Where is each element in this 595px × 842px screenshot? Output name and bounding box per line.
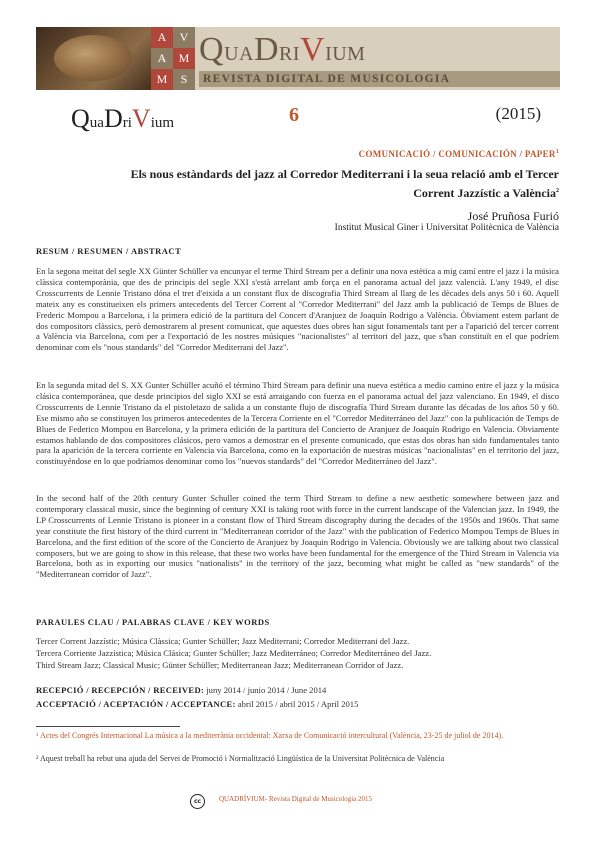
journal-header — [71, 104, 541, 134]
grid-letter: A — [151, 27, 173, 48]
abstract-spanish: En la segunda mitad del S. XX Gunter Schüller acuñó el término Third Stream para definir una nueva estética a medio camino entre el jazz y la música clásica contemporánea, que desde principios del siglo XXI se está arraigando con fuerza en el panorama actual del jazz valenciano. En 1949, el disco Crosscurrents de Lennie Tristano da el pistoletazo de salida a un constante flujo de discografía Third Stream durante las décadas de los años 50 y 60. Ese mismo año se constituyen los primeros antecedentes de la Tercera Corriente en el "Corredor Mediterráneo del Jazz" con la publicación de Temps de Blues de Federico Mompou en Barcelona, y la primera edición de la partitura del Concierto de Aranjuez de Joaquín Rodrigo en Valencia. Obviamente estamos hablando de dos compositores clásicos, pero vamos a demostrar en el presente comunicado, que estas dos obras han sido fundamentales tanto para la aparición de la tercera corriente en Valencia vía Barcelona, como en la exportación de nuestras músicas "nacionalistas" en el territorio del jazz, constituyéndose en lo que podríamos denominar como los "nuevos standards" del "Corredor Mediterráneo del Jazz". — [36, 380, 559, 467]
banner-subtitle: REVISTA DIGITAL DE MUSICOLOGIA — [199, 71, 560, 87]
title-line-1: Els nous estàndards del jazz al Corredor Mediterrani i la seua relació amb el Tercer — [130, 167, 559, 181]
keywords-heading: PARAULES CLAU / PALABRAS CLAVE / KEY WORDS — [36, 617, 270, 627]
author-name: José Pruñosa Furió — [467, 209, 559, 223]
abstract-english: In the second half of the 20th century Gunter Schuller coined the term Third Stream to define a new aesthetic somewhere between jazz and contemporary classical music, since the beginning of century XXI is taking root with force in the current landscape of the Valencian jazz. In 1949, the LP Crosscurrents of Lennie Tristano is pioneer in a constant flow of Third Stream discography during the decades of the 1950s and 1960s. That same year constitute the first history of the third current in "Mediterranean corridor of the Jazz" with the publication of Federico Mompou Temps de Blues in Barcelona, and the first edition of the score of the Concierto de Aranjuez by Joaquin Rodrigo in Valencia. Obviously we are talking about two classical composers, but we are going to show in this release, that these two works have been fundamental for the emergence of the Third Stream in Valencia via Barcelona, both as in exporting our musics "nationalists" in the territory of the jazz, becoming what might be called as "new standards" of the "Mediterranean corridor of Jazz". — [36, 493, 559, 580]
grid-letter: S — [173, 69, 195, 90]
journal-name: QuaDriVium — [71, 104, 175, 133]
accepted-date: ACCEPTACIÓ / ACEPTACIÓN / ACCEPTANCE: abril 2015 / abril 2015 / April 2015 — [36, 699, 359, 709]
article-title — [36, 166, 559, 202]
banner-title — [199, 33, 559, 85]
banner-logo: QUADRIVIUM — [199, 31, 366, 68]
abstract-heading: RESUM / RESUMEN / ABSTRACT — [36, 246, 182, 256]
journal-banner — [36, 27, 560, 90]
footnote-2: ² Aquest treball ha rebut una ajuda del Servei de Promoció i Normalització Lingüística de la Universitat Politècnica de València — [36, 754, 445, 763]
avamms-grid — [151, 27, 195, 90]
grid-letter: V — [173, 27, 195, 48]
footnote-1: ¹ Actes del Congrés Internacional La música a la mediterrània occidental: Xarxa de Comunicació intercultural (València, 23-25 de juliol de 2014). — [36, 731, 504, 740]
issue-year: (2015) — [495, 104, 541, 123]
abstract-catalan: En la segona meitat del segle XX Günter Schüller va encunyar el terme Third Stream per a definir una nova estètica a mig camí entre el jazz i la música clàssica contemporània, que des de principis del segle XXI s'està arrelant amb força en el panorama actual del jazz valencià. L'any 1949, el disc Crosscurrents de Lennie Tristano dóna el tret d'eixida a un constant flux de discografia Third Stream al llarg de les dècades dels anys 50 i 60. Aquell mateix any es constitueixen els primers antecedents del Tercer Corrent al "Corredor Mediterrani" del Jazz amb la publicació de Temps de Blues de Frederic Mompou a Barcelona, i la primera edició de la partitura del Concert d'Aranjuez de Joaquín Rodrigo a València. Òbviament estem parlant de dos compositors clàssics, però demostrarem al present comunicat, que aquestes dues obres han sigut fonamentals tant per a l'aparició del tercer corrent a València via Barcelona, com per a l'exportació de les nostres músiques "nacionalistes" al territori del jazz, que s'han constituït en el que podríem denominar com els "nous standards" del "Corredor Mediterrani del Jazz". — [36, 266, 559, 353]
page-footer — [190, 794, 410, 810]
footnote-rule — [36, 726, 180, 727]
lute-image — [54, 35, 132, 81]
title-line-2: Corrent Jazzístic a València$^2$ — [413, 186, 559, 200]
keywords-english: Third Stream Jazz; Classical Music; Günter Schüller; Mediterranean Jazz; Mediterranean Corridor of Jazz. — [36, 660, 404, 670]
received-date: RECEPCIÓ / RECEPCIÓN / RECEIVED: juny 2014 / junio 2014 / June 2014 — [36, 685, 327, 695]
issue-number: 6 — [289, 104, 299, 126]
grid-letter: M — [173, 48, 195, 69]
grid-letter: M — [151, 69, 173, 90]
creative-commons-icon: cc — [190, 794, 205, 809]
footer-text: QUADRÍVIUM- Revista Digital de Musicologia 2015 — [219, 795, 373, 803]
keywords-spanish: Tercera Corriente Jazzística; Música Clásica; Gunter Schüller; Jazz Mediterráneo; Corredor Mediterráneo del Jazz. — [36, 648, 432, 658]
article-type: COMUNICACIÓ / COMUNICACIÓN / PAPER$^1$ — [358, 149, 559, 159]
keywords-catalan: Tercer Corrent Jazzístic; Música Clàssica; Gunter Schüller; Jazz Mediterrani; Corredor Mediterrani del Jazz. — [36, 636, 410, 646]
author-institution: Institut Musical Giner i Universitat Politècnica de València — [334, 223, 559, 233]
grid-letter: A — [151, 48, 173, 69]
